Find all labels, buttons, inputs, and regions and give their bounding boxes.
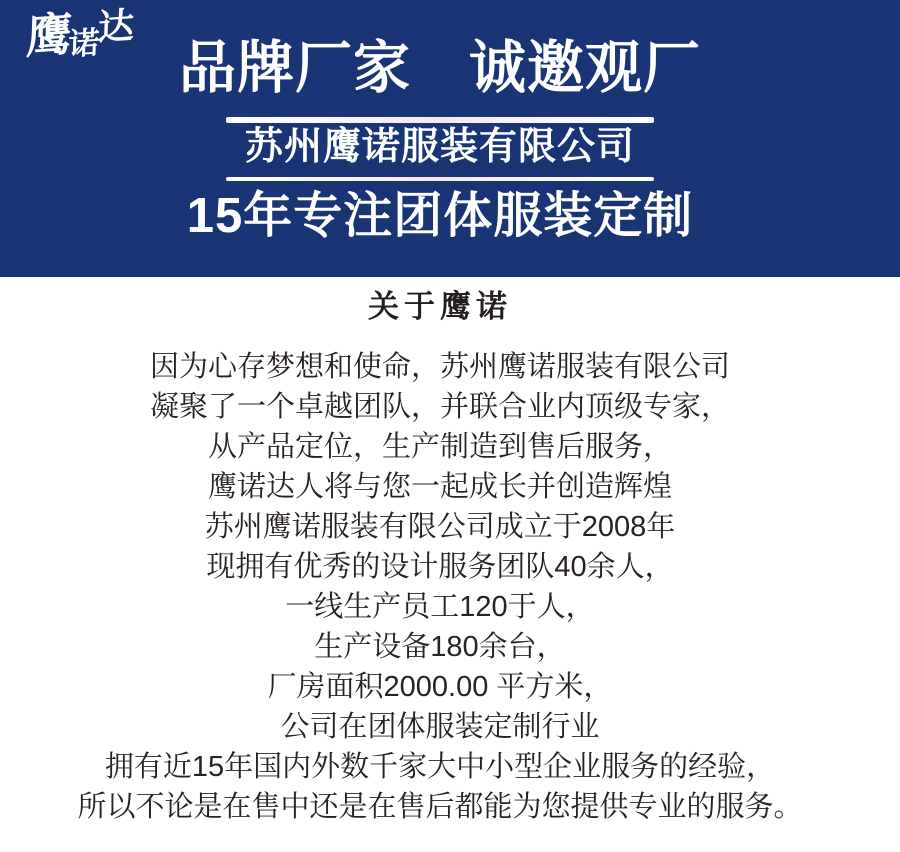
hero-title: 品牌厂家 诚邀观厂 (179, 36, 701, 100)
hero-tagline: 15年专注团体服装定制 (186, 189, 694, 243)
about-line: 生产设备180余台， (314, 631, 566, 663)
about-line: 因为心存梦想和使命，苏州鹰诺服装有限公司 (149, 351, 730, 383)
about-line: 凝聚了一个卓越团队，并联合业内顶级专家， (149, 391, 730, 423)
logo-char-nuo: 诺 (68, 24, 101, 63)
hero-banner (0, 0, 900, 277)
about-line: 拥有近15年国内外数千家大中小型企业服务的经验， (104, 751, 776, 783)
about-line: 从产品定位，生产制造到售后服务， (207, 431, 672, 463)
about-line: 苏州鹰诺服装有限公司成立于2008年 (204, 511, 676, 543)
divider-top (226, 117, 654, 123)
logo-char-ying: 鹰 (25, 7, 73, 64)
about-line: 现拥有优秀的设计服务团队40余人， (206, 551, 674, 583)
about-line: 公司在团体服装定制行业 (280, 711, 600, 743)
logo-char-da: 达 (97, 4, 135, 48)
about-body (0, 347, 880, 827)
about-section (0, 277, 880, 852)
about-line: 一线生产员工120于人， (285, 591, 595, 623)
company-name: 苏州鹰诺服装有限公司 (244, 126, 635, 168)
divider-bottom (226, 177, 654, 181)
about-heading: 关于鹰诺 (368, 289, 512, 324)
about-line: 所以不论是在售中还是在售后都能为您提供专业的服务。 (77, 791, 803, 823)
about-line: 鹰诺达人将与您一起成长并创造辉煌 (207, 471, 672, 503)
hero-content (0, 0, 880, 277)
about-line: 厂房面积2000.00 平方米， (267, 671, 613, 703)
